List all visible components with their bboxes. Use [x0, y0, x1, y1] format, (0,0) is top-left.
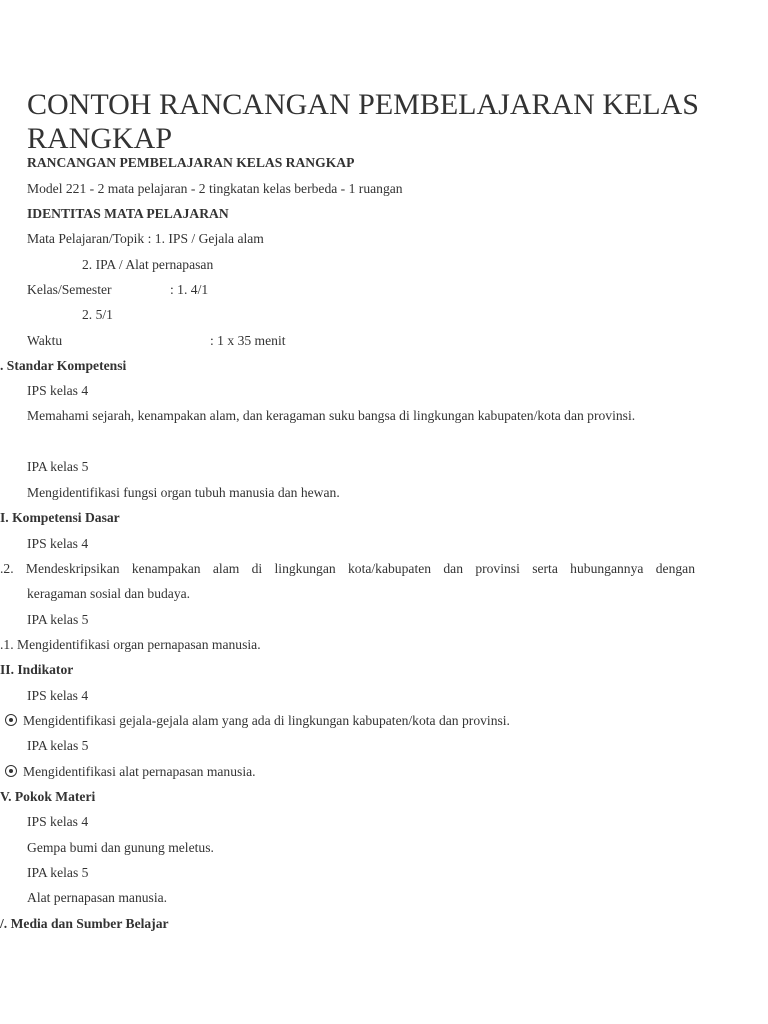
kd-heading: I. Kompetensi Dasar	[0, 510, 120, 525]
kd-ipa-text: .1. Mengidentifikasi organ pernapasan manusia.	[0, 637, 261, 652]
subtitle: RANCANGAN PEMBELAJARAN KELAS RANGKAP	[27, 155, 355, 170]
kelas-value-1: : 1. 4/1	[170, 282, 209, 297]
kd-ips-line-2: keragaman sosial dan budaya.	[27, 586, 191, 601]
kd-ipa-label: IPA kelas 5	[27, 612, 89, 627]
kelas-label: Kelas/Semester	[27, 282, 112, 297]
indikator-ips-text: Mengidentifikasi gejala-gejala alam yang ada di lingkungan kabupaten/kota dan provinsi.	[23, 713, 510, 728]
page-title: CONTOH RANCANGAN PEMBELAJARAN KELAS RANGKAP	[27, 88, 699, 155]
kelas-value-2: 2. 5/1	[82, 307, 113, 322]
model-description: Model 221 - 2 mata pelajaran - 2 tingkatan kelas berbeda - 1 ruangan	[27, 181, 403, 196]
materi-ips-text: Gempa bumi dan gunung meletus.	[27, 840, 214, 855]
kd-ips-line-1: .2. Mendeskripsikan kenampakan alam di lingkungan kota/kabupaten dan provinsi serta hubungannya dengan	[0, 561, 695, 576]
sk-ips-label: IPS kelas 4	[27, 383, 89, 398]
indikator-ipa-label: IPA kelas 5	[27, 738, 89, 753]
waktu-label: Waktu	[27, 333, 63, 348]
sk-ipa-label: IPA kelas 5	[27, 459, 89, 474]
indikator-ipa-text: Mengidentifikasi alat pernapasan manusia.	[23, 764, 256, 779]
materi-ipa-label: IPA kelas 5	[27, 865, 89, 880]
materi-heading: V. Pokok Materi	[0, 789, 96, 804]
media-heading: /. Media dan Sumber Belajar	[0, 916, 169, 931]
waktu-value: : 1 x 35 menit	[210, 333, 286, 348]
bullet-icon	[5, 714, 17, 726]
mapel-line-1: Mata Pelajaran/Topik : 1. IPS / Gejala alam	[27, 231, 264, 246]
mapel-line-2: 2. IPA / Alat pernapasan	[82, 257, 214, 272]
sk-ipa-text: Mengidentifikasi fungsi organ tubuh manusia dan hewan.	[27, 485, 340, 500]
sk-ips-text: Memahami sejarah, kenampakan alam, dan keragaman suku bangsa di lingkungan kabupaten/kota dan provinsi.	[27, 408, 636, 423]
indikator-heading: II. Indikator	[0, 662, 74, 677]
identitas-heading: IDENTITAS MATA PELAJARAN	[27, 206, 229, 221]
materi-ips-label: IPS kelas 4	[27, 814, 89, 829]
sk-heading: . Standar Kompetensi	[0, 358, 127, 373]
bullet-icon	[5, 765, 17, 777]
kd-ips-label: IPS kelas 4	[27, 536, 89, 551]
indikator-ips-label: IPS kelas 4	[27, 688, 89, 703]
materi-ipa-text: Alat pernapasan manusia.	[27, 890, 168, 905]
